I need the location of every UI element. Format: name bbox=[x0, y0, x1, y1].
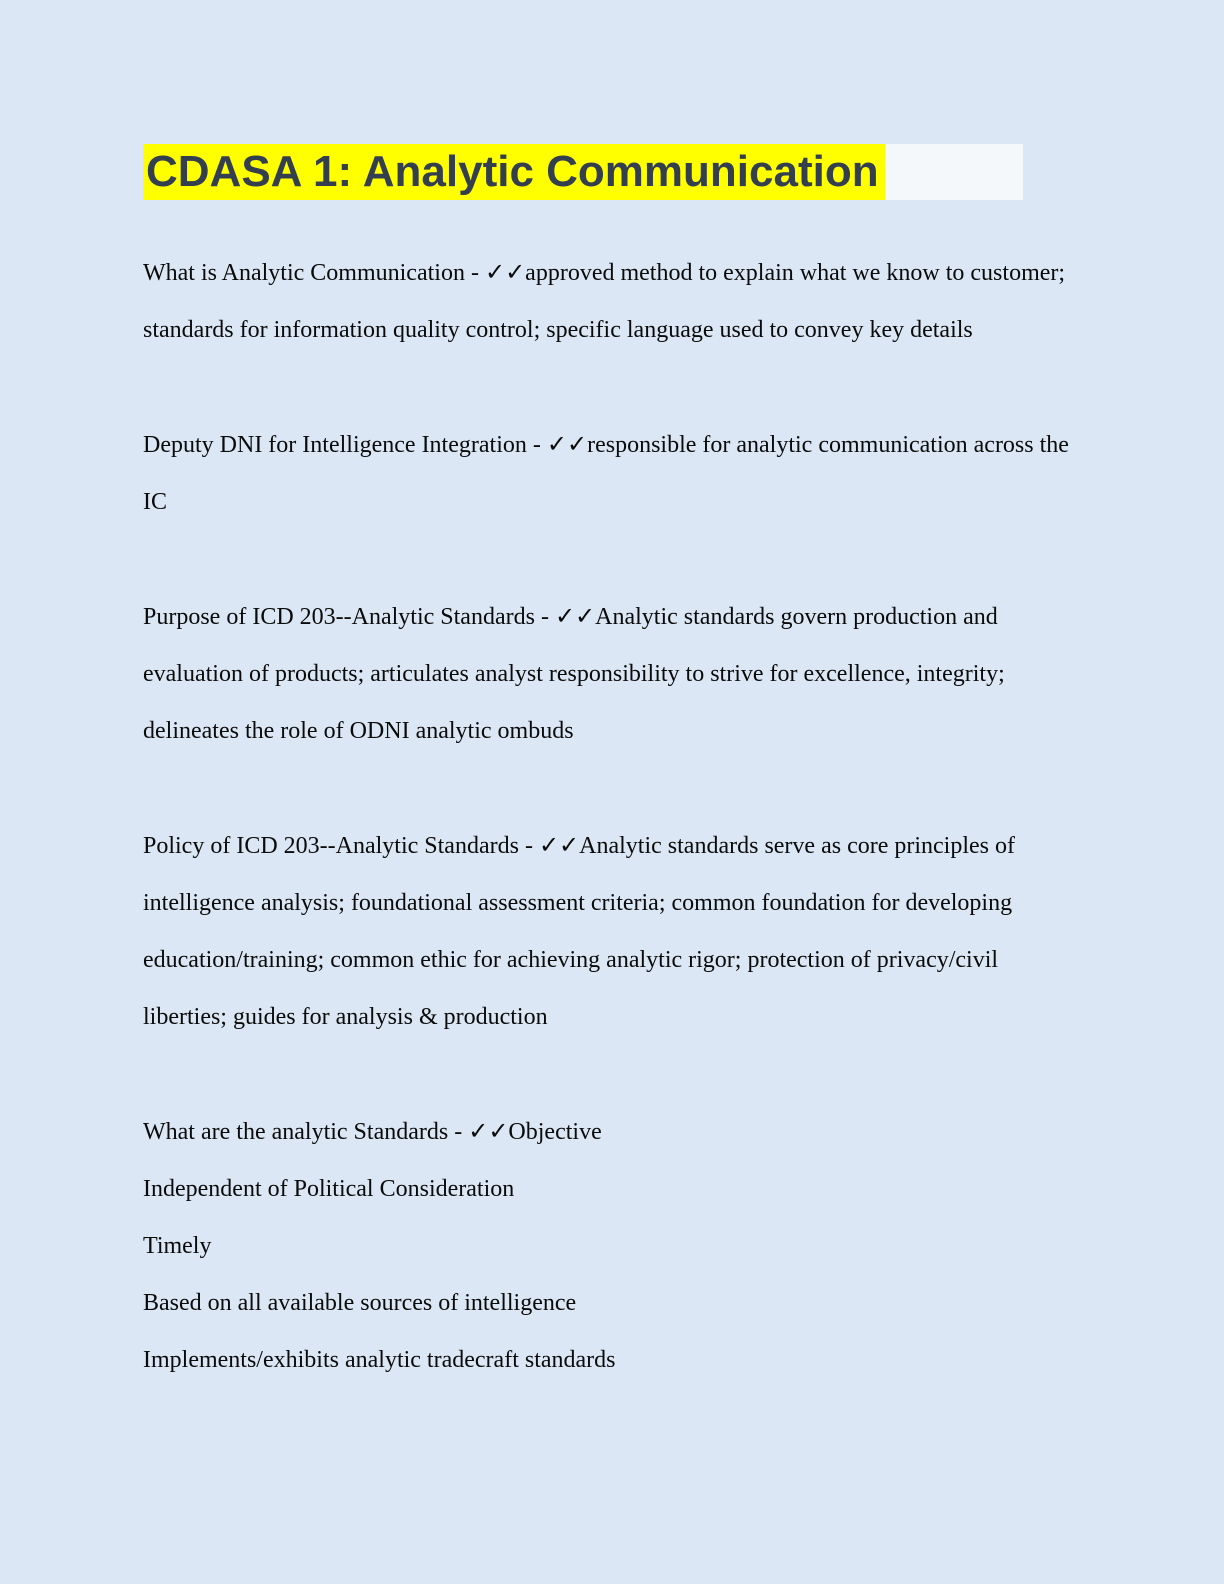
qa-separator: - bbox=[526, 432, 547, 458]
qa-question: What is Analytic Communication bbox=[143, 260, 465, 286]
qa-answer-line: responsible for analytic communication across the IC bbox=[143, 432, 1069, 515]
qa-item bbox=[143, 817, 1082, 1046]
page-title bbox=[143, 144, 1082, 200]
qa-question: What are the analytic Standards bbox=[143, 1119, 449, 1145]
qa-separator: - bbox=[464, 260, 485, 286]
qa-answer-line: Timely bbox=[143, 1233, 212, 1259]
qa-separator: - bbox=[448, 1119, 469, 1145]
qa-item bbox=[143, 588, 1082, 760]
qa-separator: - bbox=[534, 604, 555, 630]
double-checkmark-icon: ✓✓ bbox=[554, 602, 596, 630]
qa-question: Deputy DNI for Intelligence Integration bbox=[143, 432, 527, 458]
qa-separator: - bbox=[518, 833, 539, 859]
qa-answer-line: Objective bbox=[508, 1119, 602, 1145]
qa-answer-line: Analytic standards govern production and evaluation of products; articulates analyst responsibility to strive for excellence, integrity; delineates the role of ODNI analytic ombuds bbox=[143, 604, 1005, 744]
page-title-highlighted-text: CDASA 1: Analytic Communication bbox=[143, 144, 885, 200]
double-checkmark-icon: ✓✓ bbox=[468, 1117, 509, 1145]
qa-answer-line: Analytic standards serve as core principles of intelligence analysis; foundational assessment criteria; common foundation for developing education/training; common ethic for achieving analytic rigor; protection of privacy/civil liberties; guides for analysis & production bbox=[143, 833, 1015, 1030]
qa-item bbox=[143, 244, 1082, 359]
double-checkmark-icon: ✓✓ bbox=[546, 430, 588, 458]
double-checkmark-icon: ✓✓ bbox=[484, 258, 526, 286]
qa-answer-line: Independent of Political Consideration bbox=[143, 1176, 515, 1202]
qa-list bbox=[143, 244, 1082, 1389]
qa-question: Policy of ICD 203--Analytic Standards bbox=[143, 833, 519, 859]
qa-item bbox=[143, 1103, 1082, 1389]
qa-answer-line: approved method to explain what we know to customer; standards for information quality control; specific language used to convey key details bbox=[143, 260, 1066, 343]
qa-question: Purpose of ICD 203--Analytic Standards bbox=[143, 604, 535, 630]
title-trailing-box bbox=[885, 144, 1023, 200]
qa-item bbox=[143, 416, 1082, 531]
double-checkmark-icon: ✓✓ bbox=[538, 831, 580, 859]
qa-answer-line: Implements/exhibits analytic tradecraft standards bbox=[143, 1347, 616, 1373]
qa-answer-line: Based on all available sources of intelligence bbox=[143, 1290, 577, 1316]
